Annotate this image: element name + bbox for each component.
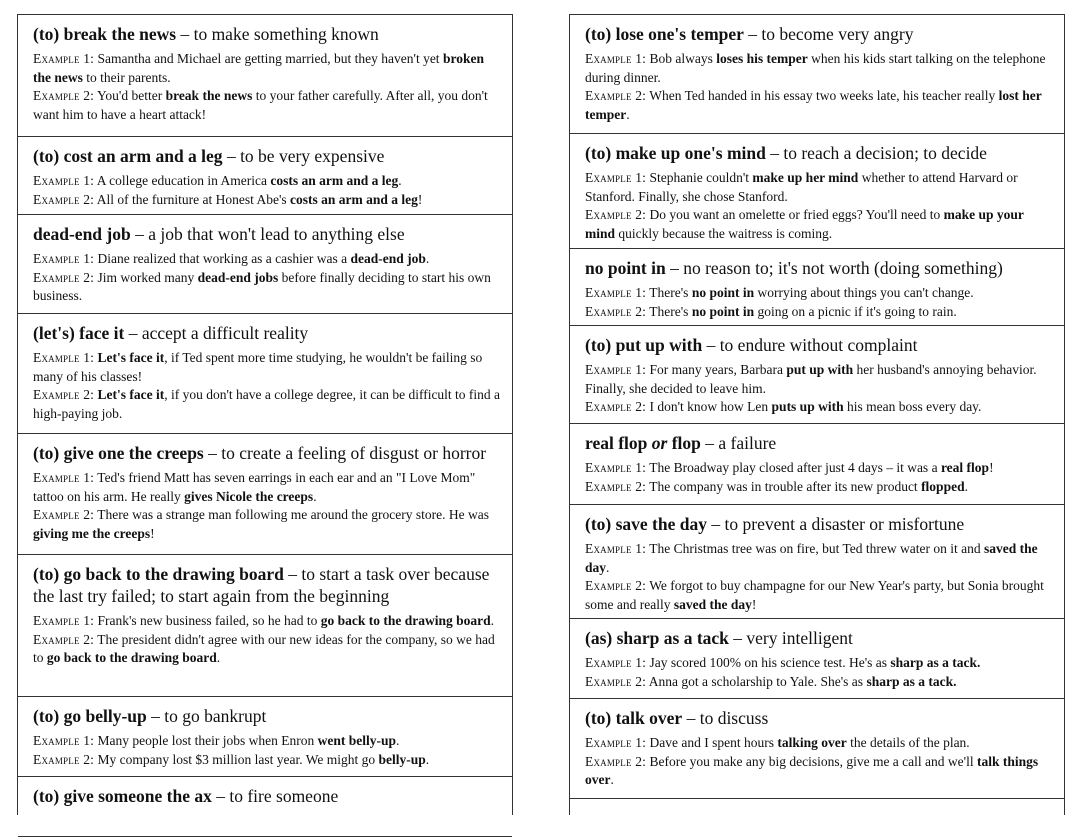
example-label: Example 1: <box>33 613 95 628</box>
example-text: My company lost $3 million last year. We might go <box>97 751 379 767</box>
example-label: Example 2: <box>585 303 647 319</box>
example-text: When Ted handed in his essay two weeks late, his teacher really <box>649 88 999 103</box>
idiom-entry <box>570 505 1064 619</box>
example-label: Example 1: <box>33 173 95 188</box>
example-1 <box>585 50 1054 87</box>
idiom-term: (to) give one the creeps <box>33 443 204 463</box>
example-text: ! <box>989 460 994 475</box>
example-1 <box>585 459 1054 478</box>
idiom-definition: – to make something known <box>176 24 379 44</box>
left-column <box>17 14 513 815</box>
example-label: Example 1: <box>33 350 95 365</box>
example-2 <box>33 191 502 210</box>
idiom-highlight: real flop <box>940 460 990 475</box>
example-text: . <box>626 106 630 122</box>
example-2 <box>33 87 502 124</box>
example-text: her husband's annoying behavior. Finally, she decided to leave him. <box>585 362 1037 396</box>
example-text: You'd better <box>97 88 166 103</box>
idiom-highlight: Let's face it <box>97 387 165 402</box>
idiom-term: (to) break the news <box>33 24 177 44</box>
example-text: . <box>610 772 614 787</box>
example-text: ! <box>417 191 423 207</box>
idiom-highlight: belly-up <box>378 751 426 767</box>
example-label: Example 2: <box>585 478 647 494</box>
example-text: Dave and I spent hours <box>649 735 778 750</box>
idiom-highlight: dead-end jobs <box>197 269 279 285</box>
idiom-heading <box>33 442 502 464</box>
example-text: For many years, Barbara <box>649 362 787 377</box>
example-text: . <box>425 751 430 767</box>
idiom-entry <box>570 15 1064 134</box>
idiom-term: (to) give someone the ax <box>33 786 212 806</box>
example-label: Example 1: <box>585 460 647 475</box>
idiom-definition: – to go bankrupt <box>146 706 267 726</box>
example-text: Jay scored 100% on his science test. He's as <box>649 655 891 670</box>
example-text: his mean boss every day. <box>843 399 982 414</box>
idiom-entry <box>570 326 1064 424</box>
idiom-highlight: costs an arm and a leg <box>290 191 418 207</box>
example-label: Example 2: <box>33 751 95 767</box>
example-text: The Broadway play closed after just 4 days – it was a <box>649 460 941 475</box>
idiom-definition: – to be very expensive <box>222 146 385 166</box>
example-text: worrying about things you can't change. <box>754 285 974 300</box>
example-label: Example 2: <box>585 673 647 689</box>
idiom-heading <box>585 707 1054 729</box>
idiom-term: (to) save the day <box>585 514 707 534</box>
idiom-highlight: make up your mind <box>585 207 1024 241</box>
example-text: There's <box>649 285 692 300</box>
example-text: Anna got a scholarship to Yale. She's as <box>648 673 867 689</box>
idiom-term: no point in <box>585 258 666 278</box>
example-1 <box>585 734 1054 753</box>
example-label: Example 1: <box>585 541 647 556</box>
idiom-entry <box>18 434 512 555</box>
example-2 <box>585 206 1054 243</box>
example-label: Example 2: <box>585 207 647 222</box>
idiom-heading <box>585 334 1054 356</box>
idiom-definition: – to fire someone <box>211 786 339 806</box>
idiom-heading <box>33 322 502 344</box>
example-label: Example 1: <box>585 735 647 750</box>
idiom-highlight: giving me the creeps <box>33 525 151 541</box>
example-2 <box>585 753 1054 790</box>
idiom-highlight: talk things over <box>585 753 1039 787</box>
example-text: Jim worked many <box>97 269 198 285</box>
idiom-highlight: sharp as a tack. <box>866 673 957 689</box>
idiom-highlight: saved the day <box>673 596 752 612</box>
example-text: Do you want an omelette or fried eggs? You'll need to <box>649 207 944 222</box>
idiom-term: (to) cost an arm and a leg <box>33 146 223 166</box>
idiom-highlight: went belly-up <box>317 733 396 748</box>
idiom-definition: – to become very angry <box>743 24 914 44</box>
idiom-term: (as) sharp as a tack <box>585 628 729 648</box>
example-2 <box>585 303 1054 322</box>
idiom-definition: – a job that won't lead to anything else <box>130 224 405 244</box>
idiom-heading <box>33 23 502 45</box>
example-1 <box>585 654 1054 673</box>
idiom-entry <box>18 777 512 837</box>
idiom-definition: – to endure without complaint <box>702 335 918 355</box>
example-2 <box>585 87 1054 124</box>
example-text: . <box>398 173 402 188</box>
idiom-definition: – to reach a decision; to decide <box>765 143 987 163</box>
idiom-definition: – a failure <box>700 433 777 453</box>
example-text: going on a picnic if it's going to rain. <box>754 303 957 319</box>
example-text: The Christmas tree was on fire, but Ted threw water on it and <box>649 541 984 556</box>
idiom-entry <box>570 619 1064 699</box>
example-label: Example 1: <box>585 362 647 377</box>
idiom-entry <box>18 137 512 215</box>
idiom-highlight: put up with <box>786 362 854 377</box>
example-2 <box>33 269 502 306</box>
example-text: . <box>395 733 400 748</box>
example-2 <box>585 673 1054 692</box>
example-label: Example 2: <box>585 88 647 103</box>
example-1 <box>33 469 502 506</box>
example-label: Example 2: <box>33 387 95 402</box>
idiom-heading <box>33 223 502 245</box>
idiom-term: real flop or flop <box>585 433 701 453</box>
idiom-highlight: saved the day <box>585 541 1038 575</box>
example-1 <box>585 540 1054 577</box>
idiom-highlight: costs an arm and a leg <box>270 173 399 188</box>
example-label: Example 2: <box>33 88 95 103</box>
idiom-heading <box>585 257 1054 279</box>
example-text: to their parents. <box>82 69 171 85</box>
example-1 <box>33 732 502 751</box>
example-text: . <box>606 559 610 575</box>
example-text: All of the furniture at Honest Abe's <box>96 191 291 207</box>
example-text: A college education in America <box>96 173 271 188</box>
example-label: Example 2: <box>585 578 647 593</box>
idiom-term: (to) make up one's mind <box>585 143 766 163</box>
idiom-highlight: gives Nicole the creeps <box>184 488 314 504</box>
example-text: Bob always <box>649 51 717 66</box>
example-label: Example 1: <box>33 733 95 748</box>
idiom-entry <box>18 555 512 697</box>
example-text: Before you make any big decisions, give me a call and we'll <box>649 753 977 769</box>
example-text: ! <box>751 596 757 612</box>
idiom-definition: – to discuss <box>682 708 769 728</box>
example-label: Example 2: <box>33 191 95 207</box>
idiom-heading <box>33 563 502 607</box>
right-column <box>569 14 1065 815</box>
example-text: Many people lost their jobs when Enron <box>97 733 318 748</box>
example-text: . <box>490 613 495 628</box>
example-2 <box>33 386 502 423</box>
idiom-entry <box>18 15 512 137</box>
example-1 <box>33 50 502 87</box>
example-label: Example 1: <box>33 251 95 266</box>
example-text: quickly because the waitress is coming. <box>615 225 833 241</box>
example-1 <box>585 284 1054 303</box>
example-1 <box>585 169 1054 206</box>
example-label: Example 2: <box>585 753 647 769</box>
idiom-entry <box>18 697 512 777</box>
idiom-term: (to) go belly-up <box>33 706 147 726</box>
example-text: to your father carefully. After all, you don't want him to have a heart attack! <box>33 88 488 122</box>
example-text: Samantha and Michael are getting married, but they haven't yet <box>97 51 443 66</box>
idiom-highlight: loses his temper <box>716 51 808 66</box>
example-text: when his kids start talking on the telephone during dinner. <box>585 51 1046 85</box>
idiom-definition: – to create a feeling of disgust or horror <box>203 443 487 463</box>
idiom-term: (to) lose one's temper <box>585 24 744 44</box>
example-text: , if Ted spent more time studying, he wouldn't be failing so many of his classes! <box>33 350 483 384</box>
idiom-definition: – no reason to; it's not worth (doing something) <box>665 258 1003 278</box>
example-1 <box>585 361 1054 398</box>
idiom-heading <box>585 23 1054 45</box>
idiom-entry <box>570 424 1064 505</box>
idiom-definition: – to start a task over because the last try failed; to start again from the beginning <box>33 564 490 606</box>
example-text: The president didn't agree with our new ideas for the company, so we had to <box>33 631 495 665</box>
example-text: I don't know how Len <box>649 399 772 414</box>
example-text: , if you don't have a college degree, it can be difficult to find a high-paying job. <box>33 387 501 421</box>
example-text: . <box>216 650 221 665</box>
idiom-heading <box>585 432 1054 454</box>
idiom-highlight: go back to the drawing board <box>320 613 491 628</box>
idiom-entry <box>18 314 512 434</box>
idiom-term: (to) go back to the drawing board <box>33 564 284 584</box>
idiom-highlight: puts up with <box>771 399 844 414</box>
example-text: whether to attend Harvard or Stanford. Finally, she chose Stanford. <box>585 170 1018 204</box>
idiom-term: dead-end job <box>33 224 131 244</box>
idiom-entry <box>570 699 1064 799</box>
idiom-highlight: go back to the drawing board <box>46 650 217 665</box>
example-2 <box>585 398 1054 417</box>
example-label: Example 1: <box>585 655 647 670</box>
idiom-definition: – very intelligent <box>728 628 853 648</box>
idiom-highlight: break the news <box>165 88 253 103</box>
example-label: Example 2: <box>33 507 95 522</box>
idiom-heading <box>33 705 502 727</box>
example-text: ! <box>150 525 155 541</box>
example-text: We forgot to buy champagne for our New Year's party, but Sonia brought some and really <box>585 578 1044 612</box>
example-1 <box>33 250 502 269</box>
example-2 <box>33 506 502 543</box>
example-text: Stephanie couldn't <box>649 170 753 185</box>
idiom-term: (to) put up with <box>585 335 703 355</box>
idiom-highlight: no point in <box>691 303 755 319</box>
idiom-highlight: dead-end job <box>350 251 426 266</box>
example-2 <box>585 478 1054 497</box>
idiom-entry <box>570 134 1064 249</box>
example-text: . <box>425 251 430 266</box>
idiom-highlight: sharp as a tack. <box>890 655 981 670</box>
example-text: Diane realized that working as a cashier was a <box>97 251 351 266</box>
idiom-definition: – to prevent a disaster or misfortune <box>707 514 965 534</box>
idiom-heading <box>585 627 1054 649</box>
example-label: Example 1: <box>33 51 95 66</box>
example-text: There was a strange man following me around the grocery store. He was <box>97 507 490 522</box>
idiom-heading <box>585 513 1054 535</box>
example-label: Example 2: <box>33 269 95 285</box>
example-text: Ted's friend Matt has seven earrings in each ear and an "I Love Mom" tattoo on his arm. He really <box>33 470 476 504</box>
idiom-highlight: no point in <box>691 285 755 300</box>
idiom-highlight: broken the news <box>33 51 484 85</box>
idiom-highlight: Let's face it <box>97 350 165 365</box>
idiom-entry <box>18 215 512 314</box>
example-text: The company was in trouble after its new product <box>649 478 922 494</box>
idiom-entry <box>570 249 1064 326</box>
idiom-heading <box>585 142 1054 164</box>
idiom-definition: – accept a difficult reality <box>124 323 309 343</box>
example-label: Example 1: <box>33 470 95 485</box>
example-label: Example 1: <box>585 51 647 66</box>
example-label: Example 2: <box>585 399 647 414</box>
idiom-heading <box>33 145 502 167</box>
example-1 <box>33 612 502 631</box>
idiom-highlight: talking over <box>777 735 847 750</box>
example-2 <box>33 751 502 770</box>
example-2 <box>33 631 502 668</box>
idiom-highlight: flopped <box>921 478 965 494</box>
example-2 <box>585 577 1054 614</box>
example-text: . <box>313 488 317 504</box>
example-text: before finally deciding to start his own business. <box>33 269 491 303</box>
idiom-highlight: make up her mind <box>752 170 859 185</box>
example-label: Example 1: <box>585 285 647 300</box>
example-1 <box>33 349 502 386</box>
example-label: Example 1: <box>585 170 647 185</box>
idiom-term: (let's) face it <box>33 323 125 343</box>
example-label: Example 2: <box>33 631 95 647</box>
idiom-highlight: lost her temper <box>585 88 1042 122</box>
example-1 <box>33 172 502 191</box>
idiom-term: (to) talk over <box>585 708 683 728</box>
example-text: the details of the plan. <box>846 735 970 750</box>
example-text: . <box>964 478 968 494</box>
example-text: Frank's new business failed, so he had to <box>97 613 321 628</box>
example-text: There's <box>649 303 692 319</box>
